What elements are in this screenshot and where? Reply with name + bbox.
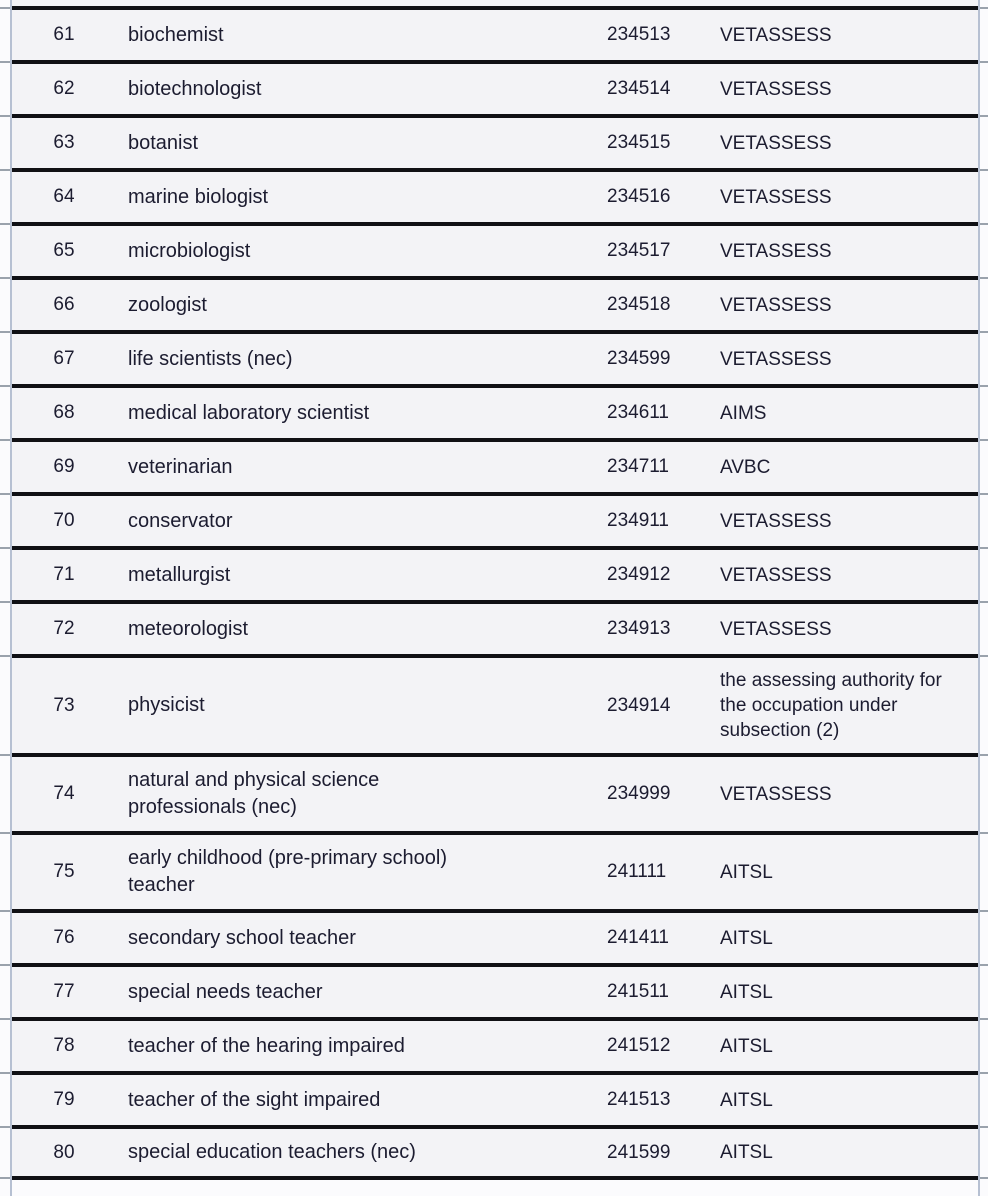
item-number-cell: 72 — [53, 618, 75, 639]
row-boundary-tick — [980, 169, 988, 171]
occupation-cell — [116, 228, 607, 275]
table-row — [12, 114, 978, 168]
item-number-cell: 78 — [53, 1035, 75, 1056]
row-boundary-tick — [980, 277, 988, 279]
assessing-authority-cell: VETASSESS — [720, 510, 832, 532]
item-number-cell: 61 — [53, 24, 75, 45]
assessing-authority-cell: AITSL — [720, 1142, 773, 1163]
row-boundary-tick — [0, 115, 10, 117]
assessing-authority-cell: VETASSESS — [720, 132, 832, 154]
code-cell: 241111 — [607, 861, 667, 882]
row-boundary-tick — [0, 169, 10, 171]
occupation-text: secondary school teacher — [128, 926, 356, 949]
code-cell: 234518 — [607, 294, 671, 315]
occupation-cell — [116, 336, 607, 383]
occupation-cell — [116, 606, 607, 653]
table-row — [12, 963, 978, 1017]
row-boundary-tick — [980, 655, 988, 657]
right-gutter — [980, 0, 988, 1196]
item-number-cell: 77 — [53, 981, 75, 1002]
occupation-cell — [116, 120, 607, 167]
code-cell: 234711 — [607, 456, 669, 477]
code-cell: 234913 — [607, 618, 671, 639]
code-cell: 234513 — [607, 24, 671, 45]
row-boundary-tick — [980, 547, 988, 549]
row-boundary-tick — [980, 1072, 988, 1074]
code-cell: 234611 — [607, 402, 669, 423]
occupation-text: natural and physical science professionals (nec) — [128, 769, 380, 818]
occupation-text: physicist — [128, 694, 205, 716]
item-number-cell: 65 — [53, 240, 75, 261]
code-cell: 241511 — [607, 981, 669, 1002]
row-boundary-tick — [0, 754, 10, 756]
assessing-authority-cell: VETASSESS — [720, 348, 832, 370]
row-boundary-tick — [0, 331, 10, 333]
table-row — [12, 222, 978, 276]
occupation-cell — [116, 757, 607, 831]
row-boundary-tick — [980, 1126, 988, 1128]
code-cell: 234911 — [607, 510, 669, 531]
row-boundary-tick — [980, 601, 988, 603]
item-number-cell: 79 — [53, 1089, 75, 1110]
occupation-text: biotechnologist — [128, 77, 262, 100]
assessing-authority-cell: VETASSESS — [720, 618, 832, 640]
table-row — [12, 546, 978, 600]
occupation-cell — [116, 390, 607, 437]
assessing-authority-cell: VETASSESS — [720, 78, 832, 100]
row-boundary-tick — [0, 7, 10, 9]
occupation-text: teacher of the sight impaired — [128, 1088, 381, 1111]
item-number-cell: 62 — [53, 78, 75, 99]
occupation-text: conservator — [128, 509, 233, 532]
item-number-cell: 63 — [53, 132, 75, 153]
assessing-authority-cell: the assessing authority for the occupation under subsection (2) — [720, 670, 942, 741]
table-row — [12, 6, 978, 60]
table-row — [12, 492, 978, 546]
table-row — [12, 1071, 978, 1125]
item-number-cell: 73 — [53, 694, 75, 716]
occupation-cell — [116, 498, 607, 545]
occupation-text: early childhood (pre-primary school) teacher — [128, 847, 448, 896]
occupation-cell — [116, 1077, 607, 1124]
code-cell: 241513 — [607, 1089, 671, 1110]
occupation-text: biochemist — [128, 23, 224, 46]
table-row — [12, 276, 978, 330]
occupation-cell — [116, 444, 607, 491]
code-cell: 234514 — [607, 78, 671, 99]
item-number-cell: 74 — [53, 783, 75, 804]
row-boundary-tick — [980, 1018, 988, 1020]
item-number-cell: 70 — [53, 510, 75, 531]
occupation-cell — [116, 66, 607, 113]
assessing-authority-cell: AVBC — [720, 456, 771, 478]
occupation-cell — [116, 12, 607, 59]
row-boundary-tick — [980, 964, 988, 966]
table-row — [12, 600, 978, 654]
assessing-authority-cell: VETASSESS — [720, 564, 832, 586]
row-boundary-tick — [980, 439, 988, 441]
row-boundary-tick — [980, 61, 988, 63]
row-boundary-tick — [0, 61, 10, 63]
occupation-text: special education teachers (nec) — [128, 1141, 416, 1163]
occupation-table-body — [12, 6, 978, 1180]
occupation-cell — [116, 835, 607, 909]
item-number-cell: 64 — [53, 186, 75, 207]
row-boundary-tick — [0, 277, 10, 279]
assessing-authority-cell: VETASSESS — [720, 294, 832, 316]
row-boundary-tick — [0, 223, 10, 225]
row-boundary-tick — [0, 439, 10, 441]
code-cell: 234599 — [607, 348, 671, 369]
row-boundary-tick — [980, 385, 988, 387]
row-boundary-tick — [0, 832, 10, 834]
item-number-cell: 67 — [53, 348, 75, 369]
occupation-text: special needs teacher — [128, 980, 323, 1003]
row-boundary-tick — [980, 754, 988, 756]
row-boundary-tick — [0, 493, 10, 495]
item-number-cell: 76 — [53, 927, 75, 948]
row-boundary-tick — [980, 331, 988, 333]
code-cell: 241512 — [607, 1035, 671, 1056]
row-boundary-tick — [980, 910, 988, 912]
row-boundary-tick — [980, 1177, 988, 1179]
assessing-authority-cell: AITSL — [720, 1089, 773, 1111]
occupation-cell — [116, 969, 607, 1016]
row-boundary-tick — [980, 493, 988, 495]
left-gutter — [0, 0, 10, 1196]
item-number-cell: 66 — [53, 294, 75, 315]
code-cell: 234999 — [607, 783, 671, 804]
occupation-text: botanist — [128, 131, 199, 154]
table-row — [12, 438, 978, 492]
row-boundary-tick — [0, 385, 10, 387]
row-boundary-tick — [0, 547, 10, 549]
occupation-cell — [116, 552, 607, 599]
assessing-authority-cell: AITSL — [720, 861, 773, 883]
occupation-text: marine biologist — [128, 185, 269, 208]
table-row — [12, 168, 978, 222]
table-row — [12, 1125, 978, 1180]
occupation-text: teacher of the hearing impaired — [128, 1034, 405, 1057]
row-boundary-tick — [980, 223, 988, 225]
code-cell: 241411 — [607, 927, 669, 948]
occupation-cell — [116, 1129, 607, 1176]
assessing-authority-cell: AITSL — [720, 981, 773, 1003]
assessing-authority-cell: AIMS — [720, 402, 767, 424]
row-boundary-tick — [0, 655, 10, 657]
occupation-cell — [116, 174, 607, 221]
row-boundary-tick — [0, 1126, 10, 1128]
occupation-text: metallurgist — [128, 563, 231, 586]
occupation-text: medical laboratory scientist — [128, 401, 370, 424]
code-cell: 234516 — [607, 186, 671, 207]
row-boundary-tick — [0, 601, 10, 603]
row-boundary-tick — [980, 7, 988, 9]
row-boundary-tick — [0, 1072, 10, 1074]
table-row — [12, 753, 978, 831]
table-row — [12, 384, 978, 438]
occupation-text: life scientists (nec) — [128, 347, 293, 370]
occupation-cell — [116, 1023, 607, 1070]
row-boundary-tick — [980, 115, 988, 117]
row-boundary-tick — [0, 1177, 10, 1179]
table-row — [12, 831, 978, 909]
table-row — [12, 909, 978, 963]
row-boundary-tick — [0, 910, 10, 912]
assessing-authority-cell: AITSL — [720, 927, 773, 949]
table-row — [12, 60, 978, 114]
table-row — [12, 330, 978, 384]
assessing-authority-cell: VETASSESS — [720, 24, 832, 46]
assessing-authority-cell: VETASSESS — [720, 186, 832, 208]
occupation-cell — [116, 682, 607, 729]
assessing-authority-cell: VETASSESS — [720, 783, 832, 805]
occupation-text: microbiologist — [128, 239, 251, 262]
occupation-cell — [116, 282, 607, 329]
occupation-table — [12, 0, 978, 1180]
occupation-text: meteorologist — [128, 617, 249, 640]
row-boundary-tick — [980, 832, 988, 834]
occupation-cell — [116, 915, 607, 962]
occupation-text: veterinarian — [128, 455, 233, 478]
assessing-authority-cell: VETASSESS — [720, 240, 832, 262]
item-number-cell: 68 — [53, 402, 75, 423]
row-boundary-tick — [0, 1018, 10, 1020]
item-number-cell: 75 — [53, 861, 75, 882]
code-cell: 241599 — [607, 1141, 671, 1163]
item-number-cell: 71 — [53, 564, 75, 585]
item-number-cell: 80 — [53, 1141, 75, 1163]
code-cell: 234914 — [607, 694, 671, 716]
row-boundary-tick — [0, 964, 10, 966]
code-cell: 234517 — [607, 240, 671, 261]
table-row — [12, 1017, 978, 1071]
item-number-cell: 69 — [53, 456, 75, 477]
code-cell: 234912 — [607, 564, 671, 585]
right-column-divider — [978, 0, 980, 1196]
code-cell: 234515 — [607, 132, 671, 153]
occupation-text: zoologist — [128, 293, 207, 316]
table-row — [12, 654, 978, 753]
assessing-authority-cell: AITSL — [720, 1035, 773, 1057]
